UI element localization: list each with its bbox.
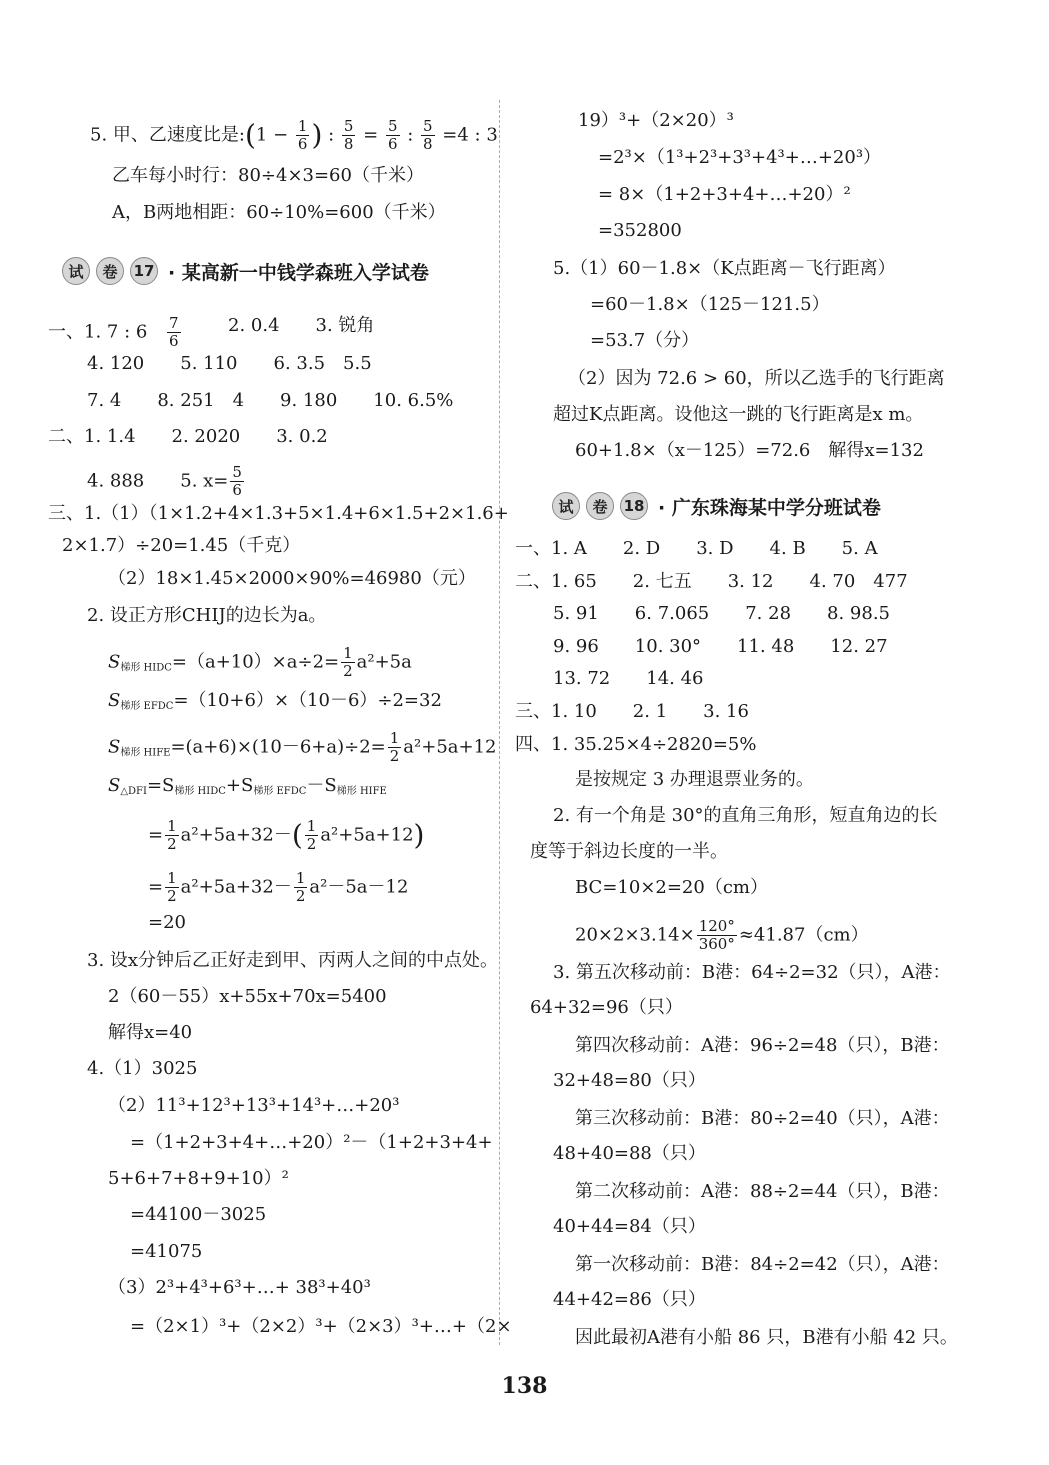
text-line: =44100－3025	[130, 1204, 267, 1225]
text-line: 4.（1）3025	[87, 1058, 198, 1079]
badge-number-icon: 18	[620, 492, 648, 520]
text-line: 19）³+（2×20）³	[578, 110, 734, 131]
equation-line	[108, 645, 412, 680]
equation-line	[108, 690, 442, 718]
subscript: 梯形 EFDC	[253, 786, 307, 797]
text: =	[148, 824, 164, 846]
fraction	[165, 818, 179, 853]
column-divider	[499, 100, 500, 1345]
text-line: 2. 0.4 3. 锐角	[228, 315, 375, 336]
equation-line	[148, 818, 424, 853]
section-title: · 某高新一中钱学森班入学试卷	[168, 261, 429, 284]
text: =（a+10）×a÷2=	[171, 651, 340, 673]
text-line: 第二次移动前：A港：88÷2=44（只），B港：	[575, 1181, 950, 1202]
denominator: 2	[343, 662, 353, 680]
text-line: 5.（1）60－1.8×（K点距离－飞行距离）	[553, 258, 896, 279]
text-line: （2）因为 72.6 > 60，所以乙选手的飞行距离	[568, 368, 945, 389]
denominator: 360°	[698, 935, 735, 953]
text-line: 超过K点距离。设他这一跳的飞行距离是x m。	[553, 404, 924, 425]
equation-line	[148, 870, 408, 905]
text-line: =60－1.8×（125－121.5）	[590, 294, 830, 315]
numerator: 1	[167, 817, 177, 835]
badge-number-icon: 17	[130, 257, 158, 285]
text-line: =（2×1）³+（2×2）³+（2×3）³+…+（2×	[130, 1316, 512, 1337]
text-line: 二、1. 1.4 2. 2020 3. 0.2	[48, 426, 328, 447]
page-number: 138	[501, 1373, 548, 1399]
fraction	[167, 315, 181, 350]
text-line: （2）11³+12³+13³+14³+…+20³	[108, 1095, 400, 1116]
denominator: 8	[343, 135, 354, 153]
text-line: 2（60－55）x+55x+70x=5400	[108, 986, 387, 1007]
badge-icon: 试	[552, 492, 580, 520]
denominator: 8	[423, 135, 433, 153]
numerator: 5	[423, 117, 433, 135]
text-line	[87, 464, 246, 499]
text-line: =（1+2+3+4+…+20）²－（1+2+3+4+	[130, 1132, 493, 1153]
text: a²+5a+12	[403, 736, 497, 758]
fraction	[697, 918, 737, 953]
subscript: 梯形 HIFE	[120, 747, 171, 759]
denominator: 2	[306, 835, 317, 853]
text-line: 二、1. 65 2. 七五 3. 12 4. 70 477	[515, 571, 908, 592]
text-line	[48, 315, 183, 350]
denominator: 2	[167, 835, 177, 853]
badge-icon: 卷	[96, 257, 124, 285]
text-line: 第三次移动前：B港：80÷2=40（只），A港：	[575, 1108, 950, 1129]
fraction	[165, 870, 179, 905]
text: :	[322, 124, 340, 146]
section-title: · 广东珠海某中学分班试卷	[658, 496, 881, 519]
text: a²+5a+32－	[180, 824, 292, 846]
subscript: 梯形 HIDC	[174, 786, 226, 797]
text-line: =2³×（1³+2³+3³+4³+…+20³）	[598, 147, 882, 168]
text: a²+5a	[356, 651, 412, 673]
text: a²+5a+32－	[180, 876, 292, 898]
numerator: 5	[387, 117, 398, 135]
denominator: 6	[169, 332, 179, 350]
numerator: 120°	[698, 917, 735, 935]
denominator: 2	[167, 887, 177, 905]
section-header-18	[552, 490, 881, 522]
fraction	[296, 118, 310, 153]
equation-line	[108, 730, 497, 765]
text: =(a+6)×(10－6+a)÷2=	[170, 736, 386, 758]
text: ≈41.87（cm）	[738, 924, 869, 946]
text-line: =53.7（分）	[590, 330, 700, 351]
text-line: （3）2³+4³+6³+…+ 38³+40³	[108, 1277, 371, 1298]
text-line: 2. 设正方形CHIJ的边长为a。	[87, 605, 327, 626]
numerator: 5	[232, 463, 242, 481]
text-line: 2×1.7）÷20=1.45（千克）	[62, 535, 301, 556]
text: a²－5a－12	[309, 876, 409, 898]
badge-icon: 卷	[586, 492, 614, 520]
text-line: 一、1. A 2. D 3. D 4. B 5. A	[515, 538, 878, 559]
section-header-17	[62, 255, 429, 287]
fraction	[230, 464, 244, 499]
fraction	[388, 730, 402, 765]
text-line: 度等于斜边长度的一半。	[530, 841, 728, 862]
text-line: 13. 72 14. 46	[553, 668, 704, 689]
fraction	[421, 118, 435, 153]
paren: (	[244, 118, 256, 152]
text: =4 : 3	[436, 124, 498, 146]
paren: )	[413, 818, 425, 852]
text: S	[108, 736, 121, 758]
text-line: 60+1.8×（x－125）=72.6 解得x=132	[575, 440, 924, 461]
text: S	[108, 775, 121, 796]
text-line: 5. 91 6. 7.065 7. 28 8. 98.5	[553, 603, 890, 624]
text: a²+5a+12	[320, 824, 414, 846]
text-line: 因此最初A港有小船 86 只，B港有小船 42 只。	[575, 1327, 958, 1348]
text-line: 2. 有一个角是 30°的直角三角形，短直角边的长	[553, 805, 938, 826]
text-line: =20	[148, 912, 186, 933]
numerator: 1	[306, 817, 317, 835]
text: S	[108, 690, 121, 711]
subscript: △DFI	[120, 786, 147, 797]
text: 一、1. 7 : 6	[48, 321, 148, 343]
equation-line	[108, 775, 387, 803]
denominator: 6	[387, 135, 398, 153]
fraction	[342, 118, 356, 153]
text-line: 5. 甲、乙速度比是:	[90, 124, 245, 146]
text: －S	[306, 775, 337, 796]
text-line: 7. 4 8. 251 4 9. 180 10. 6.5%	[87, 390, 454, 411]
text: =S	[146, 775, 175, 796]
denominator: 6	[232, 481, 242, 499]
text: 4. 888 5. x=	[87, 470, 229, 492]
text-line: 三、1.（1）（1×1.2+4×1.3+5×1.4+6×1.5+2×1.6+	[48, 503, 509, 524]
badge-icon: 试	[62, 257, 90, 285]
text-line: 4. 120 5. 110 6. 3.5 5.5	[87, 353, 372, 374]
speed-ratio-line	[90, 118, 498, 153]
text-line: 64+32=96（只）	[530, 997, 683, 1018]
text: =（10+6）×（10－6）÷2=32	[173, 690, 442, 711]
text: =	[357, 124, 384, 146]
fraction	[386, 118, 400, 153]
numerator: 1	[343, 644, 353, 662]
text-line: 44+42=86（只）	[553, 1289, 706, 1310]
text: +S	[225, 775, 254, 796]
subscript: 梯形 HIDC	[120, 662, 172, 674]
subscript: 梯形 HIFE	[336, 786, 387, 797]
text: 1 −	[255, 124, 294, 146]
text-line: A，B两地相距：60÷10%=600（千米）	[112, 202, 446, 223]
text-line: 是按规定 3 办理退票业务的。	[575, 769, 814, 790]
text-line: 48+40=88（只）	[553, 1143, 706, 1164]
text-line: 第四次移动前：A港：96÷2=48（只），B港：	[575, 1035, 950, 1056]
numerator: 5	[343, 117, 354, 135]
text-line: =352800	[598, 220, 682, 241]
text-line: 3. 设x分钟后乙正好走到甲、丙两人之间的中点处。	[87, 950, 499, 971]
denominator: 2	[389, 747, 400, 765]
numerator: 1	[297, 117, 308, 135]
text-line: 32+48=80（只）	[553, 1070, 706, 1091]
text-line: 第一次移动前：B港：84÷2=42（只），A港：	[575, 1254, 950, 1275]
text-line: （2）18×1.45×2000×90%=46980（元）	[108, 568, 476, 589]
text-line: 四、1. 35.25×4÷2820=5%	[515, 734, 757, 755]
text: S	[108, 651, 121, 673]
numerator: 1	[389, 729, 400, 747]
text: =	[148, 876, 164, 898]
paren: (	[291, 818, 303, 852]
fraction	[294, 870, 308, 905]
denominator: 6	[297, 135, 308, 153]
fraction	[341, 645, 355, 680]
text-line: 3. 第五次移动前：B港：64÷2=32（只），A港：	[553, 962, 951, 983]
text-line: 40+44=84（只）	[553, 1216, 706, 1237]
paren: )	[311, 118, 323, 152]
text-line: 9. 96 10. 30° 11. 48 12. 27	[553, 636, 888, 657]
fraction	[305, 818, 319, 853]
text-line: BC=10×2=20（cm）	[575, 877, 768, 898]
numerator: 1	[167, 869, 177, 887]
equation-line	[575, 918, 869, 953]
subscript: 梯形 EFDC	[120, 701, 174, 712]
text-line: =41075	[130, 1241, 203, 1262]
numerator: 1	[295, 869, 306, 887]
text: 20×2×3.14×	[575, 924, 695, 946]
text-line: 解得x=40	[108, 1022, 193, 1043]
text-line: 5+6+7+8+9+10）²	[108, 1168, 289, 1189]
denominator: 2	[295, 887, 306, 905]
text-line: 三、1. 10 2. 1 3. 16	[515, 701, 749, 722]
text: :	[401, 124, 420, 146]
text-line: = 8×（1+2+3+4+…+20）²	[598, 184, 851, 205]
text-line: 乙车每小时行：80÷4×3=60（千米）	[112, 165, 424, 186]
numerator: 7	[169, 314, 179, 332]
